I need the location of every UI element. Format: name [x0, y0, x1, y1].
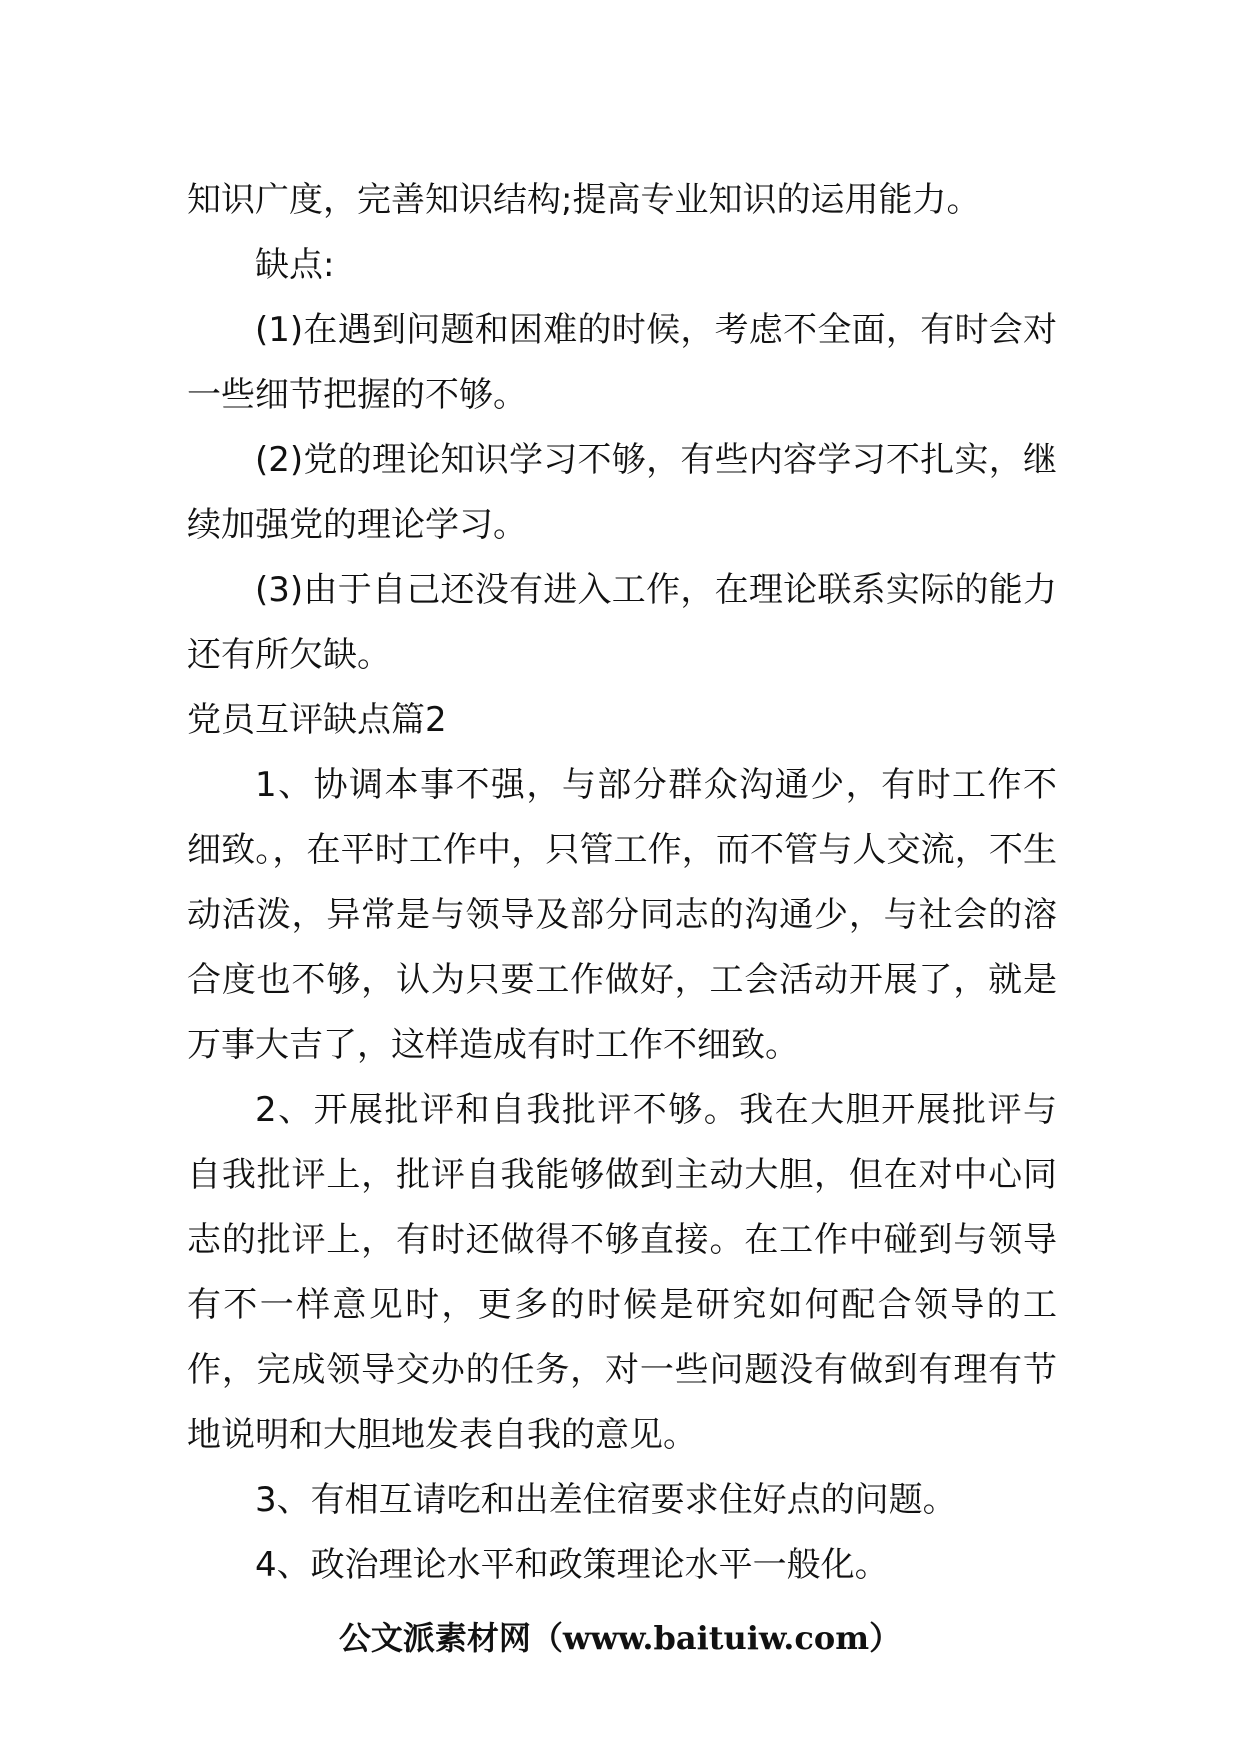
document-body [187, 168, 1057, 1598]
paragraph-item-1: 1、协调本事不强，与部分群众沟通少，有时工作不细致。，在平时工作中，只管工作，而不管与人交流，不生动活泼，异常是与领导及部分同志的沟通少，与社会的溶合度也不够，认为只要工作做好，工会活动开展了，就是万事大吉了，这样造成有时工作不细致。 [187, 765, 1057, 1065]
paragraph-item-2: 2、开展批评和自我批评不够。我在大胆开展批评与自我批评上，批评自我能够做到主动大胆，但在对中心同志的批评上，有时还做得不够直接。在工作中碰到与领导有不一样意见时，更多的时候是研究如何配合领导的工作，完成领导交办的任务，对一些问题没有做到有理有节地说明和大胆地发表自我的意见。 [187, 1090, 1057, 1455]
section-heading: 党员互评缺点篇2 [187, 700, 447, 740]
footer-source: 公文派素材网（www.baituiw.com） [338, 1619, 902, 1657]
paragraph-point-2: (2)党的理论知识学习不够，有些内容学习不扎实，继续加强党的理论学习。 [187, 440, 1057, 545]
paragraph-shortcomings-label: 缺点: [255, 245, 335, 285]
paragraph-knowledge: 知识广度，完善知识结构;提高专业知识的运用能力。 [187, 180, 981, 220]
paragraph-point-3: (3)由于自己还没有进入工作，在理论联系实际的能力还有所欠缺。 [187, 570, 1057, 675]
paragraph-point-1: (1)在遇到问题和困难的时候，考虑不全面，有时会对一些细节把握的不够。 [187, 310, 1057, 415]
paragraph-item-4: 4、政治理论水平和政策理论水平一般化。 [255, 1545, 889, 1585]
paragraph-item-3: 3、有相互请吃和出差住宿要求住好点的问题。 [255, 1480, 957, 1520]
